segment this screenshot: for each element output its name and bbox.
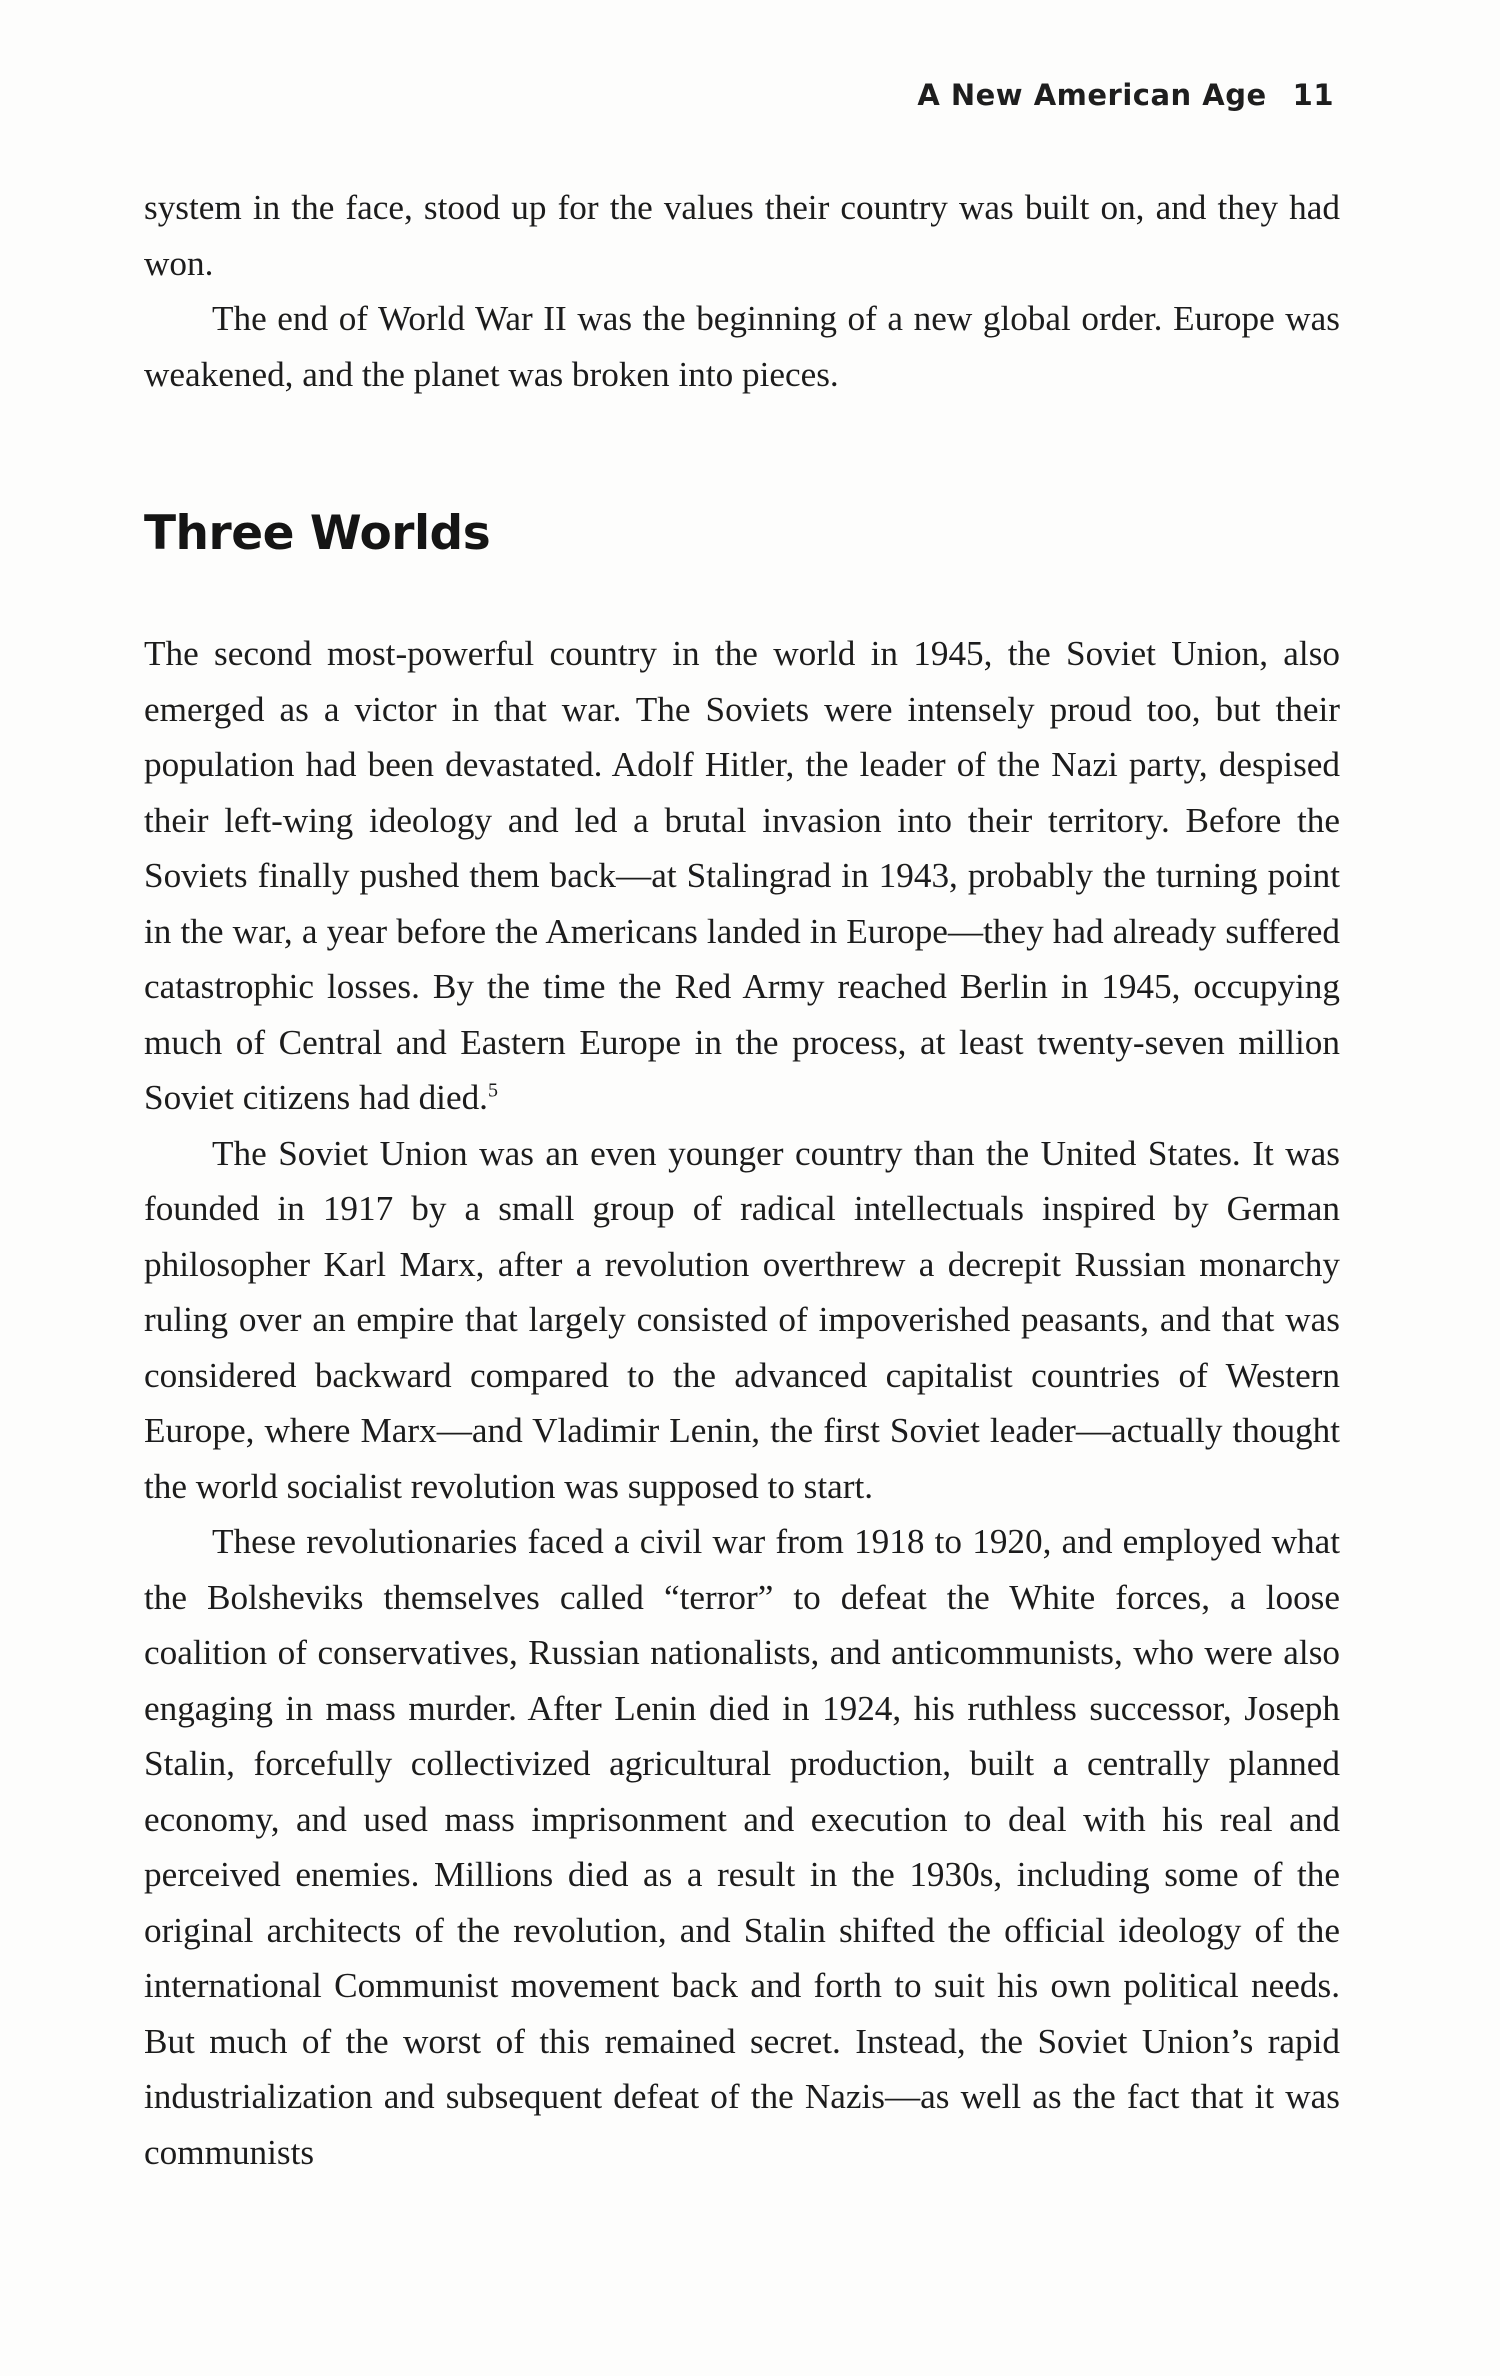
paragraph-new-order: The end of World War II was the beginning of a new global order. Europe was weakened, and the planet was broken into pieces. [144,299,1340,394]
section-text-block [144,626,1340,2180]
paragraph-soviet-victor [144,626,1340,1126]
running-head [917,78,1334,112]
continued-text-block [144,180,1340,402]
footnote-marker: 5 [487,1079,498,1102]
page-number: 11 [1292,78,1334,112]
section-heading: Three Worlds [144,506,491,561]
paragraph-soviet-victor-text: The second most-powerful country in the world in 1945, the Soviet Union, also emerged as a victor in that war. The Soviets were intensely proud too, but their population had been devastated. Adolf Hitler, the leader of the Nazi party, despised their left-wing ideology and led a brutal invasion into their territory. Before the Soviets finally pushed them back—at Stalingrad in 1943, probably the turning point in the war, a year before the Americans landed in Europe—they had already suffered catastrophic losses. By the time the Red Army reached Berlin in 1945, occupying much of Central and Eastern Europe in the process, at least twenty-seven million Soviet citizens had died. [144,634,1340,1117]
paragraph-civil-war: These revolutionaries faced a civil war from 1918 to 1920, and employed what the Bolsheviks themselves called “terror” to defeat the White forces, a loose coalition of conservatives, Russian nationalists, and anticommunists, who were also engaging in mass murder. After Lenin died in 1924, his ruthless successor, Joseph Stalin, forcefully collectivized agricultural production, built a centrally planned economy, and used mass imprisonment and execution to deal with his real and perceived enemies. Millions died as a result in the 1930s, including some of the original architects of the revolution, and Stalin shifted the official ideology of the international Communist movement back and forth to suit his own political needs. But much of the worst of this remained secret. Instead, the Soviet Union’s rapid industrialization and subsequent defeat of the Nazis—as well as the fact that it was communists [144,1522,1340,2172]
running-head-title: A New American Age [917,78,1267,112]
paragraph-continued: system in the face, stood up for the values their country was built on, and they had won. [144,188,1340,283]
paragraph-soviet-founding: The Soviet Union was an even younger country than the United States. It was founded in 1917 by a small group of radical intellectuals inspired by German philosopher Karl Marx, after a revolution overthrew a decrepit Russian monarchy ruling over an empire that largely consisted of impoverished peasants, and that was considered backward compared to the advanced capitalist countries of Western Europe, where Marx—and Vladimir Lenin, the first Soviet leader—actually thought the world socialist revolution was supposed to start. [144,1133,1340,1506]
